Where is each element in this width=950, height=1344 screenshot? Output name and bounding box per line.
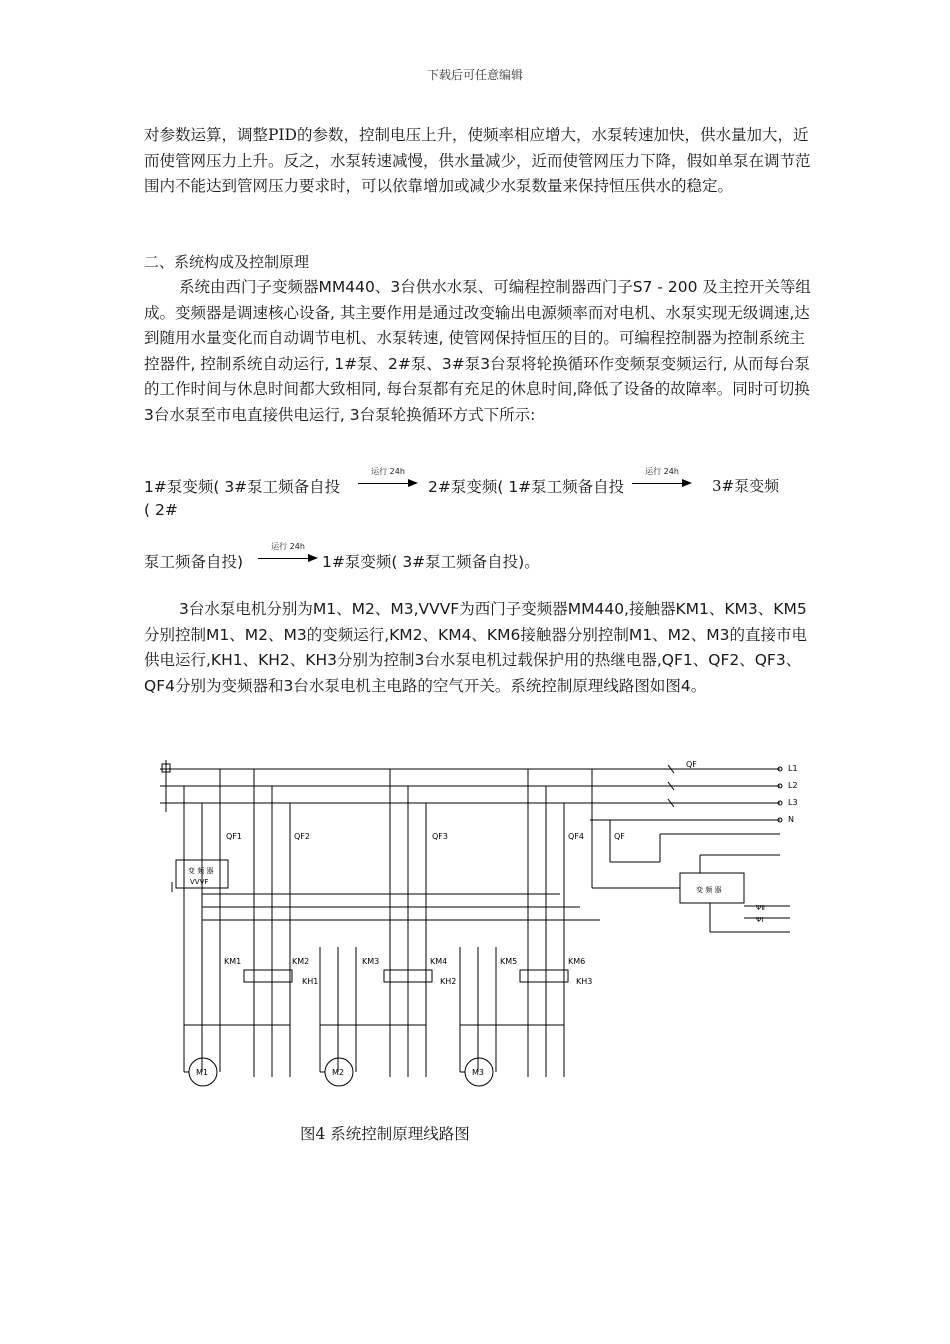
flow-arrow-label: 运行 24h [645,467,679,476]
bus-label-n: N [788,815,794,824]
flow-arrow-3 [258,541,318,567]
flow-step-4: 1#泵变频( 3#泵工频备自投)。 [322,553,540,571]
vfd-left-model: VVVF [190,878,209,886]
thermal-relay-kh3 [520,970,568,982]
contactor-label-km3: KM3 [362,957,380,966]
breaker-label-qf: QF [614,832,625,841]
contactor-label-km4: KM4 [430,957,448,966]
flow-arrow-1 [358,466,418,492]
motor-label-m1: M1 [196,1068,208,1077]
wiring-description-paragraph: 3台水泵电机分别为M1、M2、M3,VVVF为西门子变频器MM440,接触器KM1、KM3、KM5分别控制M1、M2、M3的变频运行,KM2、KM4、KM6接触器分别控制M1、M2、M3的直接市电供电运行,KH1、KH2、KH3分别为控制3台水泵电机过载保护用的热继电器,QF1、QF2、QF3、QF4分别为变频器和3台水泵电机主电路的空气开关。系统控制原理线路图如图4。 [144,600,808,695]
system-description-paragraph: 系统由西门子变频器MM440、3台供水水泵、可编程控制器西门子S7 - 200 及主控开关等组成。变频器是调速核心设备, 其主要作用是通过改变输出电源频率而对电机、水泵实现无级调速,达到随用水量变化而自动调节电机、水泵转速, 使管网保持恒压的目的。可编程控制器为控制系统主控器件, 控制系统自动运行, 1#泵、2#泵、3#泵3台泵将轮换循环作变频泵变频运行, 从而每台泵的工作时间与休息时间都大致相同, 每台泵都有充足的休息时间,降低了设备的故障率。同时可切换3台水泵至市电直接供电运行, 3台泵轮换循环方式下所示: [144,278,811,424]
flow-step-2: 2#泵变频( 1#泵工频备自投 [428,478,625,496]
flow-step-1: 1#泵变频( 3#泵工频备自投 [144,478,341,496]
signal-label-2: ΨⅠ [756,916,764,924]
flow-arrow-label: 运行 24h [271,542,305,551]
section-heading: 二、系统构成及控制原理 [144,253,310,271]
control-circuit-diagram [140,742,810,1102]
flow-arrow-2 [632,466,692,492]
intro-paragraph: 对参数运算，调整PID的参数，控制电压上升，使频率相应增大，水泵转速加快，供水量加大，近而使管网压力上升。反之，水泵转速减慢，供水量减少，近而使管网压力下降，假如单泵在调节范围内不能达到管网压力要求时，可以依靠增加或减少水泵数量来保持恒压供水的稳定。 [144,126,811,195]
flow-step-3-cont: ( 2# [144,501,178,519]
bus-label-l1: L1 [788,764,798,773]
bus-label-l2: L2 [788,781,798,790]
thermal-relay-kh1 [244,970,292,982]
breaker-label-qf1: QF1 [226,832,242,841]
breaker-label-qf2: QF2 [294,832,310,841]
relay-label-kh3: KH3 [576,977,593,986]
page-header-note: 下载后可任意编辑 [426,68,523,82]
contactor-label-km2: KM2 [292,957,310,966]
breaker-label-qf3: QF3 [432,832,448,841]
vfd-right-label: 变 频 器 [696,886,722,894]
relay-label-kh1: KH1 [302,977,319,986]
breaker-label-qf-main: QF [686,760,697,769]
signal-label-1: ΨⅡ [756,904,765,912]
breaker-label-qf4: QF4 [568,832,584,841]
bus-label-l3: L3 [788,798,798,807]
contactor-label-km6: KM6 [568,957,586,966]
contactor-label-km1: KM1 [224,957,242,966]
figure-caption: 图4 系统控制原理线路图 [300,1125,470,1143]
flow-line2-start: 泵工频备自投) [144,553,244,571]
flow-step-3: 3#泵变频 [712,477,780,495]
motor-label-m2: M2 [332,1068,344,1077]
flow-arrow-label: 运行 24h [371,467,405,476]
relay-label-kh2: KH2 [440,977,457,986]
contactor-label-km5: KM5 [500,957,518,966]
motor-label-m3: M3 [472,1068,484,1077]
vfd-left-label: 变 频 器 [188,867,214,875]
